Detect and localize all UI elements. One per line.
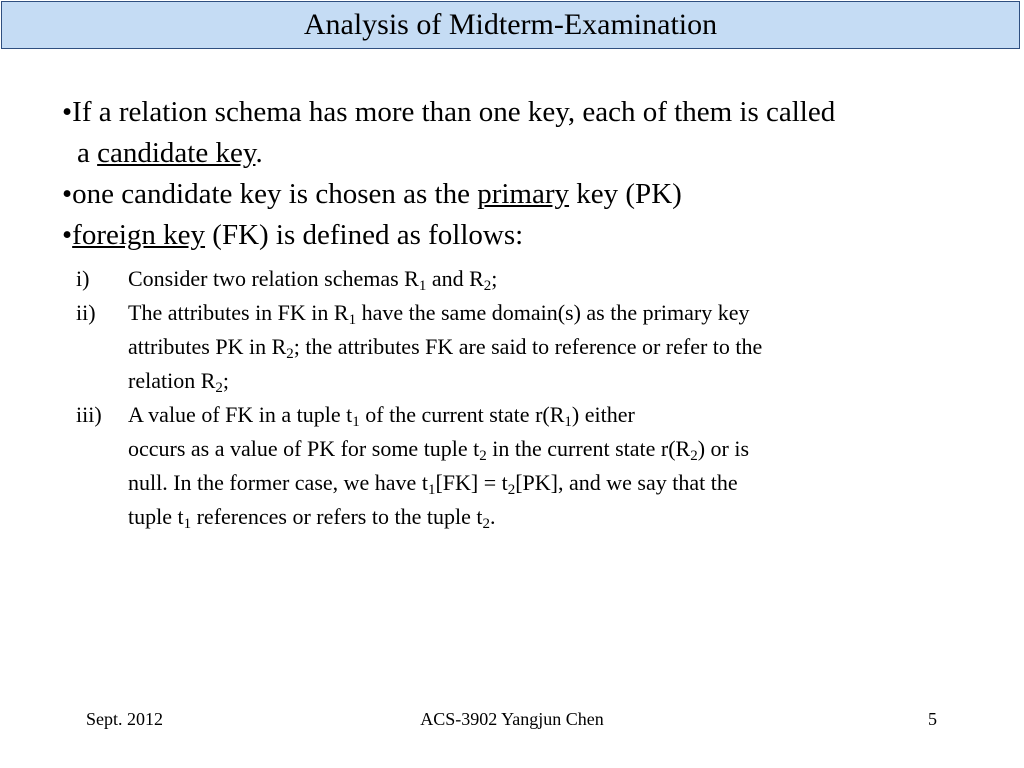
list-item [62, 262, 992, 296]
term-foreign-key: foreign key [72, 219, 206, 251]
text-run: ) either [571, 402, 635, 427]
text-run: ; [222, 368, 229, 393]
subscript: 1 [427, 482, 436, 498]
text-run: tuple t [128, 504, 184, 529]
bullet-text: . [255, 137, 263, 169]
subscript: 2 [215, 380, 223, 396]
text-run: have the same domain(s) as the primary key [356, 300, 750, 325]
subscript: 2 [479, 448, 487, 464]
bullet-text: If a relation schema has more than one key, each of them is called [72, 96, 836, 128]
text-run: occurs as a value of PK for some tuple t [128, 436, 480, 461]
subscript: 2 [286, 346, 294, 362]
text-run: references or refers to the tuple t [191, 504, 483, 529]
bullet-foreign-key [62, 215, 992, 256]
text-run: A value of FK in a tuple t [128, 402, 353, 427]
fk-definition-list [62, 262, 992, 534]
slide-body [62, 92, 992, 534]
subscript: 1 [183, 516, 192, 532]
text-run: ; the attributes FK are said to reference or refer to the [293, 334, 763, 359]
text-run: [FK] = t [435, 470, 508, 495]
bullet-mark: • [62, 96, 73, 128]
text-run: [PK], and we say that the [515, 470, 738, 495]
text-run: of the current state r(R [359, 402, 565, 427]
bullet-candidate-key [62, 92, 992, 174]
list-item-number: ii) [76, 300, 96, 325]
text-run: null. In the former case, we have t [128, 470, 428, 495]
bullet-text: one candidate key is chosen as the [72, 178, 478, 210]
footer-date: Sept. 2012 [86, 709, 164, 729]
text-run: . [489, 504, 496, 529]
text-run: attributes PK in R [128, 334, 287, 359]
footer-page-number: 5 [928, 709, 937, 729]
text-run: ) or is [697, 436, 750, 461]
text-run: The attributes in FK in R [128, 300, 349, 325]
list-item [62, 296, 992, 398]
subscript: 1 [352, 414, 360, 430]
bullet-text: a [77, 137, 98, 169]
list-item [62, 398, 992, 534]
bullet-text: key (PK) [569, 178, 682, 210]
subscript: 2 [690, 448, 698, 464]
text-run: Consider two relation schemas R [128, 266, 419, 291]
term-candidate-key: candidate key [97, 137, 256, 169]
bullet-primary-key [62, 174, 992, 215]
slide-title-text: Analysis of Midterm-Examination [303, 8, 718, 41]
bullet-text: (FK) is defined as follows: [205, 219, 524, 251]
subscript: 2 [483, 278, 492, 294]
subscript: 1 [348, 312, 357, 328]
bullet-mark: • [62, 219, 73, 251]
term-primary: primary [477, 178, 570, 210]
list-item-number: iii) [76, 402, 102, 427]
subscript: 2 [482, 516, 490, 532]
bullet-mark: • [62, 178, 73, 210]
subscript: 2 [507, 482, 516, 498]
footer-course: ACS-3902 Yangjun Chen [420, 709, 604, 729]
text-run: and R [426, 266, 484, 291]
list-item-text [128, 398, 992, 534]
list-item-number: i) [76, 266, 90, 291]
subscript: 1 [418, 278, 427, 294]
list-item-text [128, 262, 992, 296]
subscript: 1 [564, 414, 572, 430]
text-run: relation R [128, 368, 216, 393]
text-run: in the current state r(R [486, 436, 691, 461]
text-run: ; [491, 266, 498, 291]
list-item-text [128, 296, 992, 398]
slide-title [1, 1, 1020, 49]
